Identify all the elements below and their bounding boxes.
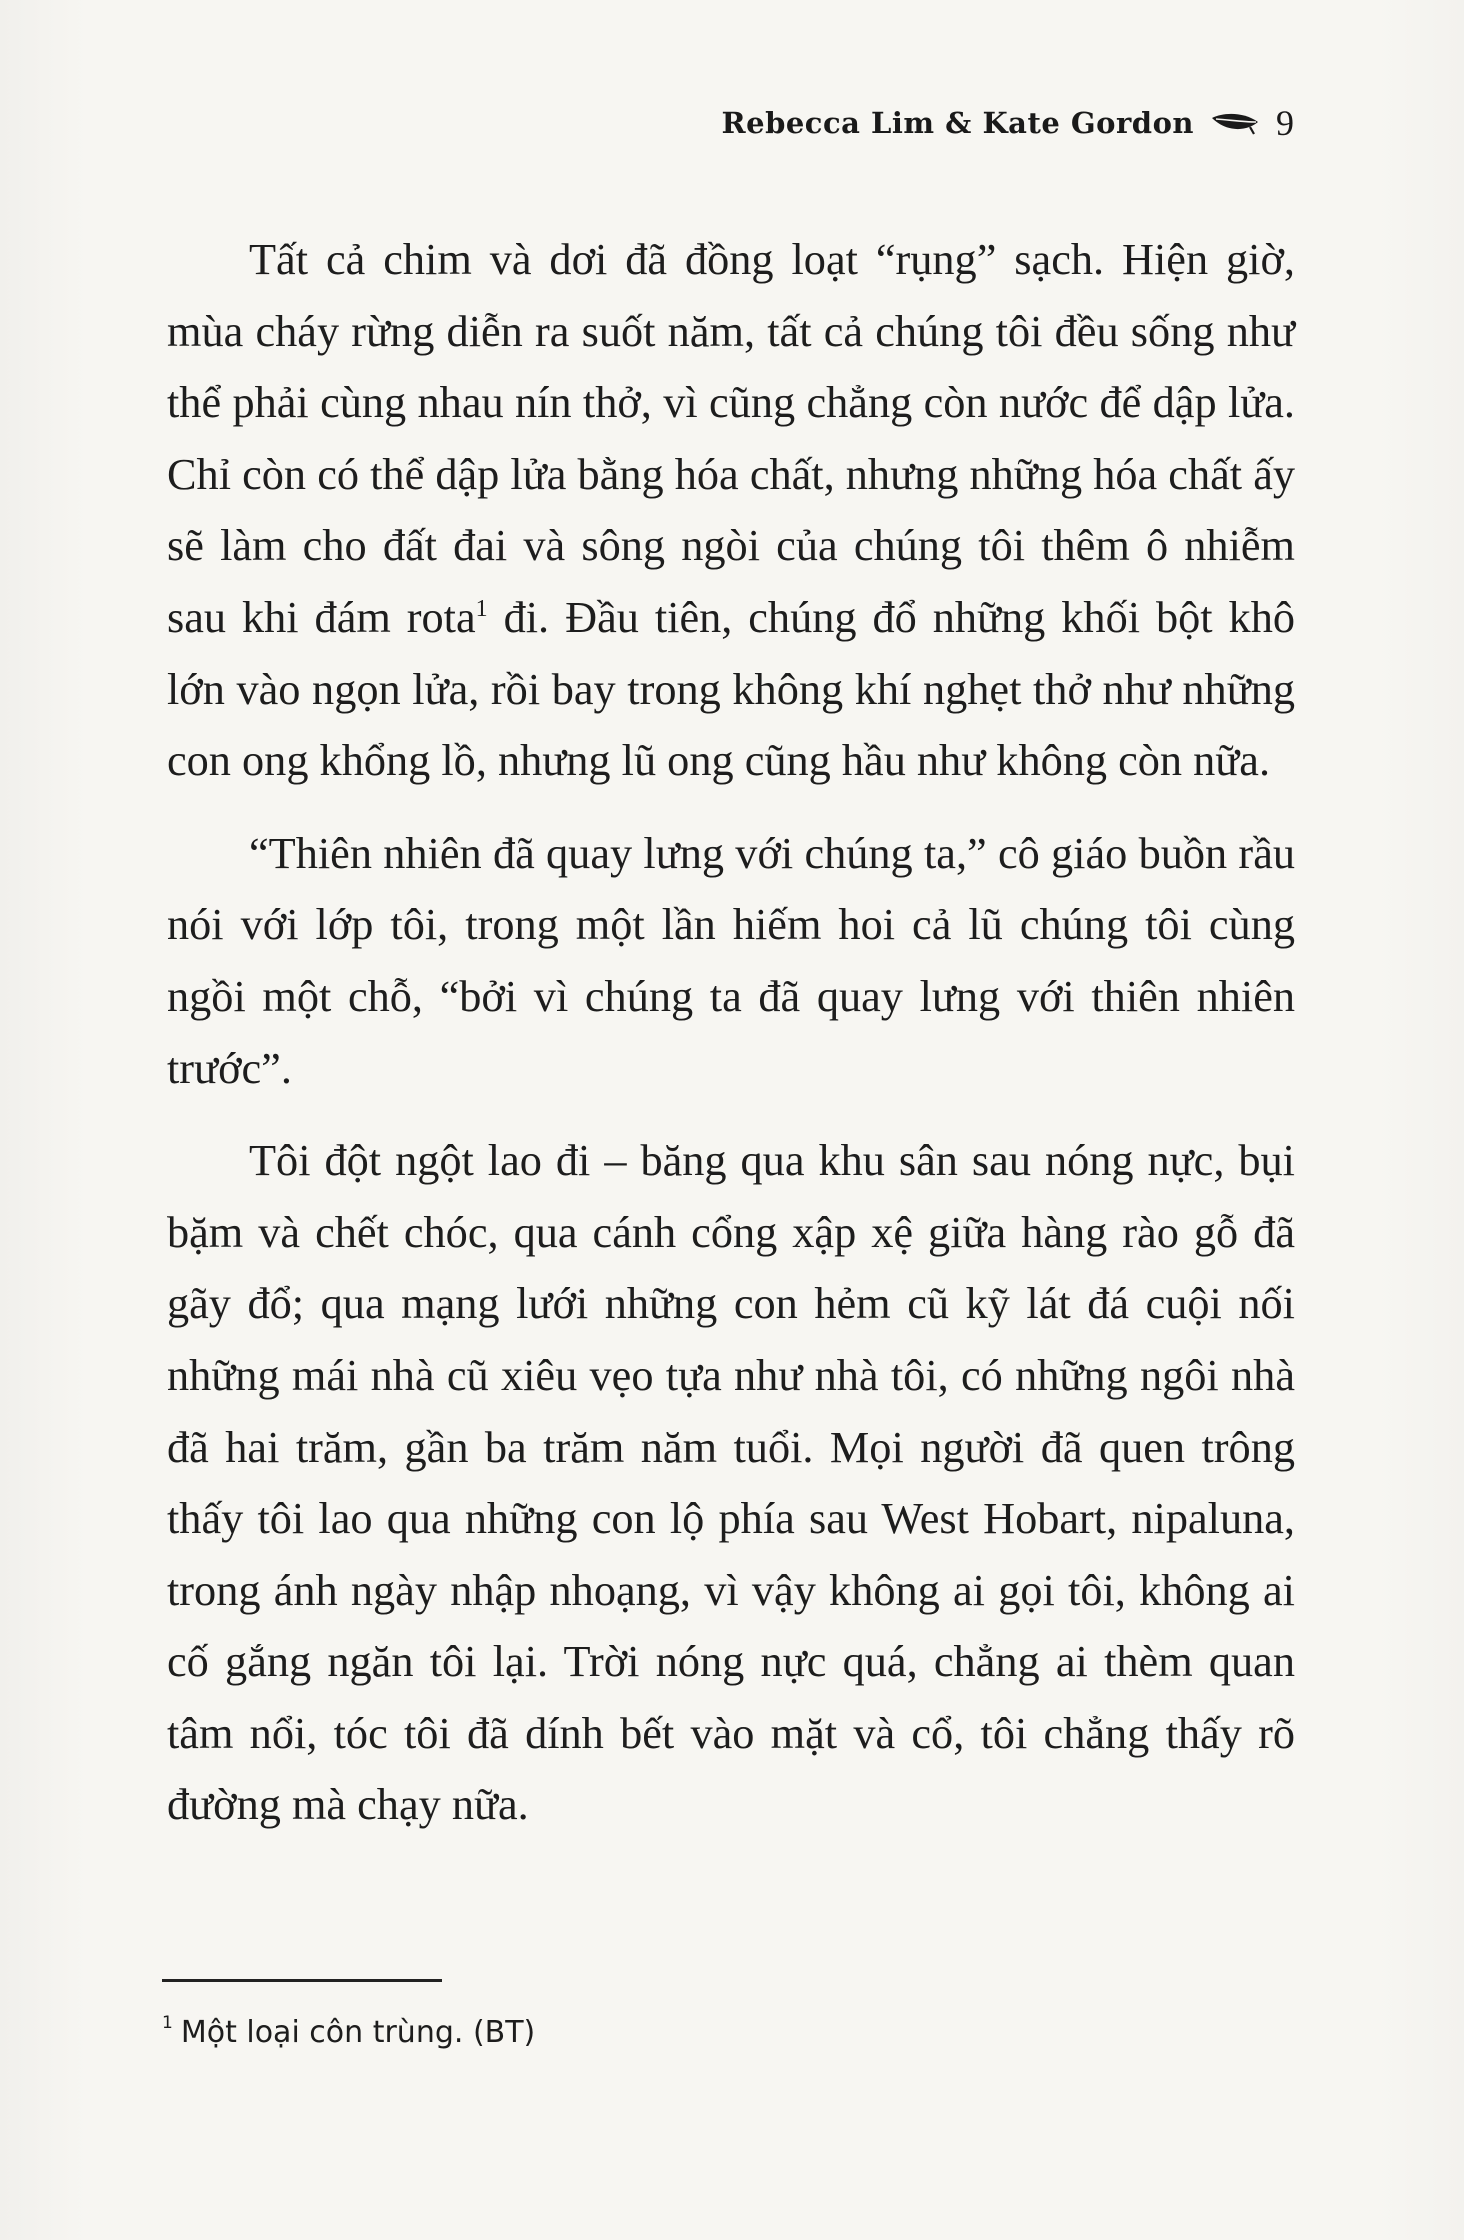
paragraph-1-text-a: Tất cả chim và dơi đã đồng loạt “rụng” sạch. Hiện giờ, mùa cháy rừng diễn ra suốt năm, tất cả chúng tôi đều sống như thể phải cùng nhau nín thở, vì cũng chẳng còn nước để dập lửa. Chỉ còn có thể dập lửa bằng hóa chất, nhưng những hóa chất ấy sẽ làm cho đất đai và sông ngòi của chúng tôi thêm ô nhiễm sau khi đám rota (167, 235, 1295, 642)
paragraph-2: “Thiên nhiên đã quay lưng với chúng ta,” cô giáo buồn rầu nói với lớp tôi, trong một lần hiếm hoi cả lũ chúng tôi cùng ngồi một chỗ, “bởi vì chúng ta đã quay lưng với thiên nhiên trước”. (167, 828, 1295, 1093)
page-number: 9 (1276, 103, 1294, 143)
paragraph-3: Tôi đột ngột lao đi – băng qua khu sân sau nóng nực, bụi bặm và chết chóc, qua cánh cổng xập xệ giữa hàng rào gỗ đã gãy đổ; qua mạng lưới những con hẻm cũ kỹ lát đá cuội nối những mái nhà cũ xiêu vẹo tựa như nhà tôi, có những ngôi nhà đã hai trăm, gần ba trăm năm tuổi. Mọi người đã quen trông thấy tôi lao qua những con lộ phía sau West Hobart, nipaluna, trong ánh ngày nhập nhoạng, vì vậy không ai gọi tôi, không ai cố gắng ngăn tôi lại. Trời nóng nực quá, chẳng ai thèm quan tâm nổi, tóc tôi đã dính bết vào mặt và cổ, tôi chẳng thấy rõ đường mà chạy nữa. (167, 1136, 1295, 1830)
footnote-text: Một loại côn trùng. (BT) (180, 2015, 536, 2050)
running-header (722, 98, 1294, 148)
leaf-icon (1210, 110, 1260, 136)
footnote-marker: 1 (162, 2013, 173, 2033)
body-text (167, 224, 1295, 1841)
footnote-divider (162, 1979, 442, 1982)
paragraph-1-text-b: đi. Đầu tiên, chúng đổ những khối bột khô lớn vào ngọn lửa, rồi bay trong không khí nghẹt thở như những con ong khổng lồ, nhưng lũ ong cũng hầu như không còn nữa. (167, 592, 1295, 786)
footnote-reference: 1 (475, 595, 488, 622)
paragraph-1 (167, 224, 1295, 797)
footnote (162, 2015, 535, 2050)
running-header-authors: Rebecca Lim & Kate Gordon (721, 106, 1194, 140)
